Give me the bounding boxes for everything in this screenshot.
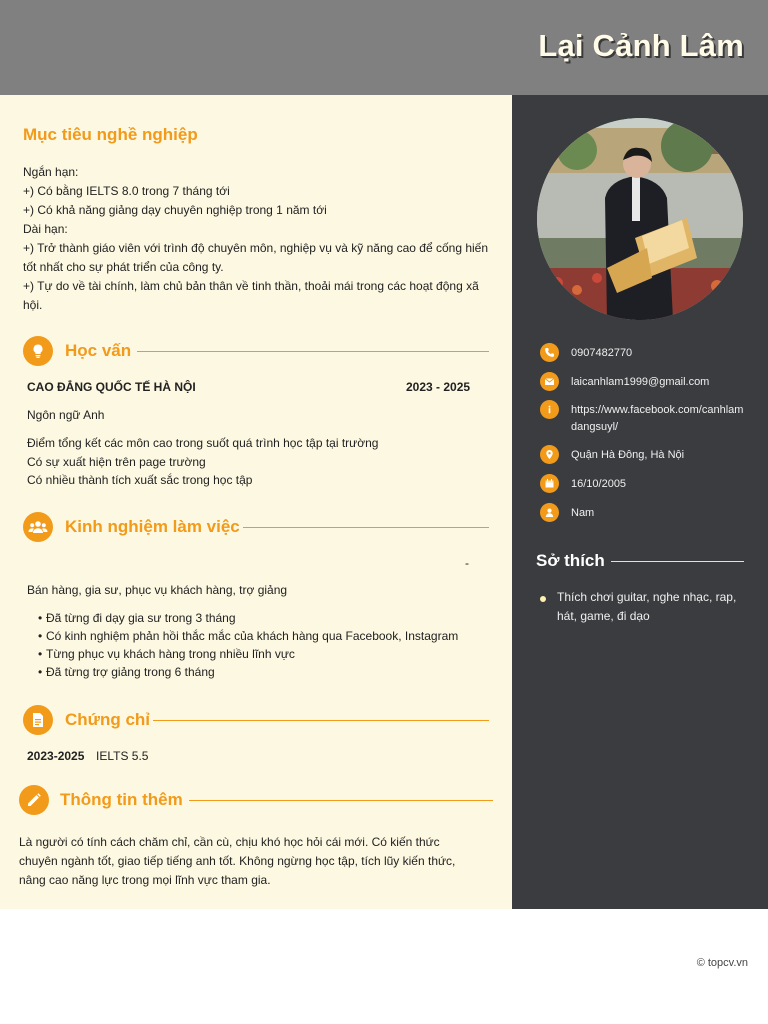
experience-role: Bán hàng, gia sư, phục vụ khách hàng, trợ giảng xyxy=(27,583,288,597)
divider xyxy=(153,720,489,721)
info-icon xyxy=(540,400,559,419)
school-name: CAO ĐẲNG QUỐC TẾ HÀ NỘI xyxy=(27,380,196,394)
phone-icon xyxy=(540,343,559,362)
objective-line: +) Tự do về tài chính, làm chủ bản thân về tinh thần, thoải mái trong các hoạt động xã hội. xyxy=(23,279,479,312)
hobbies-title: Sở thích xyxy=(536,551,605,570)
education-major: Ngôn ngữ Anh xyxy=(27,408,105,422)
objective-line: Dài hạn: xyxy=(23,222,68,236)
objective-text xyxy=(23,163,493,315)
experience-bullets xyxy=(38,609,488,681)
birthday-value: 16/10/2005 xyxy=(571,478,627,490)
certificates-title: Chứng chỉ xyxy=(65,710,151,729)
education-detail: Có nhiều thành tích xuất sắc trong học tập xyxy=(27,473,253,487)
education-period: 2023 - 2025 xyxy=(406,380,471,394)
calendar-icon xyxy=(540,474,559,493)
gender-value: Nam xyxy=(571,507,595,519)
phone-value: 0907482770 xyxy=(571,347,633,359)
address-value: Quận Hà Đông, Hà Nội xyxy=(571,449,685,461)
experience-title: Kinh nghiệm làm việc xyxy=(65,517,240,536)
hobby-text: Thích chơi guitar, nghe nhạc, rap, hát, game, đi dạo xyxy=(557,590,737,623)
profile-photo xyxy=(537,118,743,320)
experience-heading xyxy=(23,512,489,542)
education-title: Học vấn xyxy=(65,341,132,360)
objective-line: Ngắn hạn: xyxy=(23,165,79,179)
education-details xyxy=(27,434,487,490)
document-icon xyxy=(23,705,53,735)
objective-title: Mục tiêu nghề nghiệp xyxy=(23,125,198,144)
additional-title: Thông tin thêm xyxy=(60,790,183,809)
contact-birthday xyxy=(540,474,750,494)
divider xyxy=(243,527,489,528)
education-detail: Điểm tổng kết các môn cao trong suốt quá trình học tập tại trường xyxy=(27,436,379,450)
contact-phone xyxy=(540,343,750,363)
divider xyxy=(611,561,744,562)
contact-facebook xyxy=(540,400,750,436)
experience-period: - xyxy=(465,556,469,570)
education-heading xyxy=(23,336,489,366)
footer-brand: © topcv.vn xyxy=(696,957,748,969)
certificate-year: 2023-2025 xyxy=(27,749,85,763)
contact-email xyxy=(540,372,750,392)
pencil-icon xyxy=(19,785,49,815)
header-bar xyxy=(0,0,768,95)
objective-line: +) Có bằng IELTS 8.0 trong 7 tháng tới xyxy=(23,184,230,198)
education-detail: Có sự xuất hiện trên page trường xyxy=(27,454,206,469)
divider xyxy=(137,351,489,352)
list-item: • Đã từng trợ giảng trong 6 tháng xyxy=(38,663,488,681)
contact-gender xyxy=(540,503,750,523)
email-value: laicanhlam1999@gmail.com xyxy=(571,376,710,388)
map-pin-icon xyxy=(540,445,559,464)
certificate-name: IELTS 5.5 xyxy=(96,749,149,763)
list-item: • Đã từng đi dạy gia sư trong 3 tháng xyxy=(38,609,488,627)
facebook-value: https://www.facebook.com/canhlamdangsuyl/ xyxy=(571,404,744,433)
additional-text: Là người có tính cách chăm chỉ, cần cù, chịu khó học hỏi cái mới. Có kiến thức chuyên ngành tốt, giao tiếp tiếng anh tốt. Không ngừng học tập, tích lũy kiến thức, nâng cao năng lực trong mọi lĩnh vực tham gia. xyxy=(19,835,456,887)
objective-line: +) Trở thành giáo viên với trình độ chuyên môn, nghiệp vụ và kỹ năng cao để cống hiến tốt nhất cho sự phát triển của công ty. xyxy=(23,241,489,274)
additional-heading xyxy=(19,785,493,815)
bullet-icon xyxy=(540,596,546,602)
people-icon xyxy=(23,512,53,542)
user-icon xyxy=(540,503,559,522)
list-item: • Từng phục vụ khách hàng trong nhiều lĩnh vực xyxy=(38,645,488,663)
certificates-heading xyxy=(23,705,489,735)
contact-address xyxy=(540,445,750,465)
candidate-name: Lại Cảnh Lâm xyxy=(538,28,744,63)
email-icon xyxy=(540,372,559,391)
lightbulb-icon xyxy=(23,336,53,366)
divider xyxy=(189,800,493,801)
objective-line: +) Có khả năng giảng dạy chuyên nghiệp trong 1 năm tới xyxy=(23,203,327,217)
list-item: • Có kinh nghiệm phản hồi thắc mắc của khách hàng qua Facebook, Instagram xyxy=(38,627,488,645)
